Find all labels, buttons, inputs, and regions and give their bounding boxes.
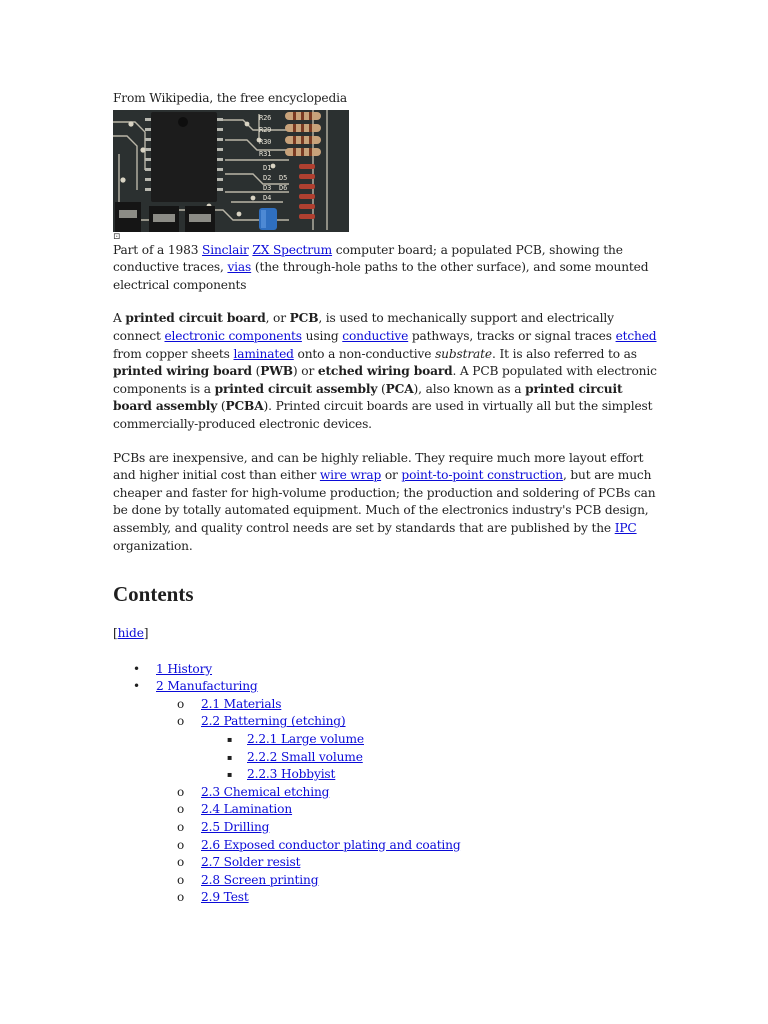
hide-toc-link[interactable]: hide <box>117 626 144 641</box>
toc-item-test <box>113 889 658 907</box>
toc-item-materials <box>113 696 658 714</box>
link-laminated[interactable]: laminated <box>233 346 294 361</box>
pcb-illustration <box>113 110 349 232</box>
toc-link[interactable]: 2.6 Exposed conductor plating and coating <box>201 837 461 852</box>
toc-item-lamination <box>113 801 658 819</box>
article-body <box>113 90 658 907</box>
board-marking: R31 <box>259 149 272 158</box>
toc-item-hobbyist <box>113 766 658 784</box>
bullet: • <box>133 661 140 676</box>
bullet: ▪ <box>227 770 233 780</box>
bullet: o <box>177 837 185 852</box>
link-conductive[interactable]: conductive <box>342 328 409 343</box>
bullet: o <box>177 802 185 817</box>
bullet: o <box>177 696 185 711</box>
board-marking: D5 <box>279 173 288 182</box>
bullet: o <box>177 855 185 870</box>
toc-link[interactable]: 2.4 Lamination <box>201 802 293 817</box>
link-ipc[interactable]: IPC <box>614 520 637 535</box>
toc-link[interactable]: 2.8 Screen printing <box>201 872 319 887</box>
toc-item-small-volume <box>113 749 658 767</box>
board-marking: R29 <box>259 125 272 134</box>
board-marking: D2 <box>263 173 272 182</box>
enlarge-link[interactable] <box>113 232 658 242</box>
board-marking: R26 <box>259 113 272 122</box>
contents-heading: Contents <box>113 582 194 607</box>
toc-item-manufacturing <box>113 678 658 696</box>
board-marking: R30 <box>259 137 272 146</box>
pcb-photo[interactable] <box>113 110 349 232</box>
link-vias[interactable]: vias <box>227 260 252 275</box>
toc-item-large-volume <box>113 731 658 749</box>
link-sinclair[interactable]: Sinclair <box>202 242 249 257</box>
intro-paragraph: A printed circuit board, or PCB, is used to mechanically support and electrically connect electronic components using conductive pathways, tracks or signal traces etched from copper sheets laminated onto a non-conductive substrate. It is also referred to as printed wiring board (PWB) or etched wiring board. A PCB populated with electronic components is a printed circuit assembly (PCA), also known as a printed circuit board assembly (PCBA). Printed circuit boards are used in virtually all but the simplest commercially-produced electronic devices. <box>113 311 657 431</box>
toc-link[interactable]: 2.1 Materials <box>201 696 282 711</box>
toc-item-plating <box>113 837 658 855</box>
board-marking: D3 <box>263 183 272 192</box>
bullet: o <box>177 890 185 905</box>
toc-item-chemical-etching <box>113 784 658 802</box>
bullet: o <box>177 820 185 835</box>
link-zx-spectrum[interactable]: ZX Spectrum <box>252 242 333 257</box>
toc-link[interactable]: 2.9 Test <box>201 890 249 905</box>
board-marking: D1 <box>263 163 272 172</box>
board-marking: D6 <box>279 183 288 192</box>
toc-link[interactable]: 2.5 Drilling <box>201 820 270 835</box>
toc-item-screen-printing <box>113 872 658 890</box>
toc-toggle: [hide] <box>113 626 149 641</box>
site-tagline: From Wikipedia, the free encyclopedia <box>113 91 348 105</box>
bullet: • <box>133 679 140 694</box>
board-marking: D4 <box>263 193 272 202</box>
toc-link[interactable]: 2.2 Patterning (etching) <box>201 714 346 729</box>
link-etched[interactable]: etched <box>615 328 657 343</box>
bullet: ▪ <box>227 752 233 762</box>
toc-link[interactable]: 2.3 Chemical etching <box>201 784 330 799</box>
bullet: o <box>177 784 185 799</box>
link-wire-wrap[interactable]: wire wrap <box>319 468 382 483</box>
link-point-to-point[interactable]: point-to-point construction <box>401 468 563 483</box>
toc-link[interactable]: 2.2.2 Small volume <box>247 749 363 764</box>
toc-link[interactable]: 2.2.1 Large volume <box>247 732 364 747</box>
figure-caption: Part of a 1983 Sinclair ZX Spectrum computer board; a populated PCB, showing the conductive traces, vias (the through-hole paths to the other surface), and some mounted electrical components <box>113 242 649 292</box>
link-electronic-components[interactable]: electronic components <box>164 328 302 343</box>
toc-item-history <box>113 661 658 679</box>
toc-item-drilling <box>113 819 658 837</box>
toc-link[interactable]: 1 History <box>156 661 213 676</box>
table-of-contents <box>113 661 658 907</box>
bullet: o <box>177 872 185 887</box>
toc-link[interactable]: 2.7 Solder resist <box>201 855 301 870</box>
toc-item-patterning <box>113 713 658 731</box>
toc-link[interactable]: 2 Manufacturing <box>156 679 258 694</box>
toc-item-solder-resist <box>113 854 658 872</box>
cost-paragraph: PCBs are inexpensive, and can be highly reliable. They require much more layout effort and higher initial cost than either wire wrap or point-to-point construction, but are much cheaper and faster for high-volume production; the production and soldering of PCBs can be done by totally automated equipment. Much of the electronics industry's PCB design, assembly, and quality control needs are set by standards that are published by the IPC organization. <box>113 450 656 553</box>
bullet: o <box>177 714 185 729</box>
toc-link[interactable]: 2.2.3 Hobbyist <box>247 767 336 782</box>
magnify-icon[interactable]: ⊡ <box>113 231 121 242</box>
bullet: ▪ <box>227 735 233 745</box>
